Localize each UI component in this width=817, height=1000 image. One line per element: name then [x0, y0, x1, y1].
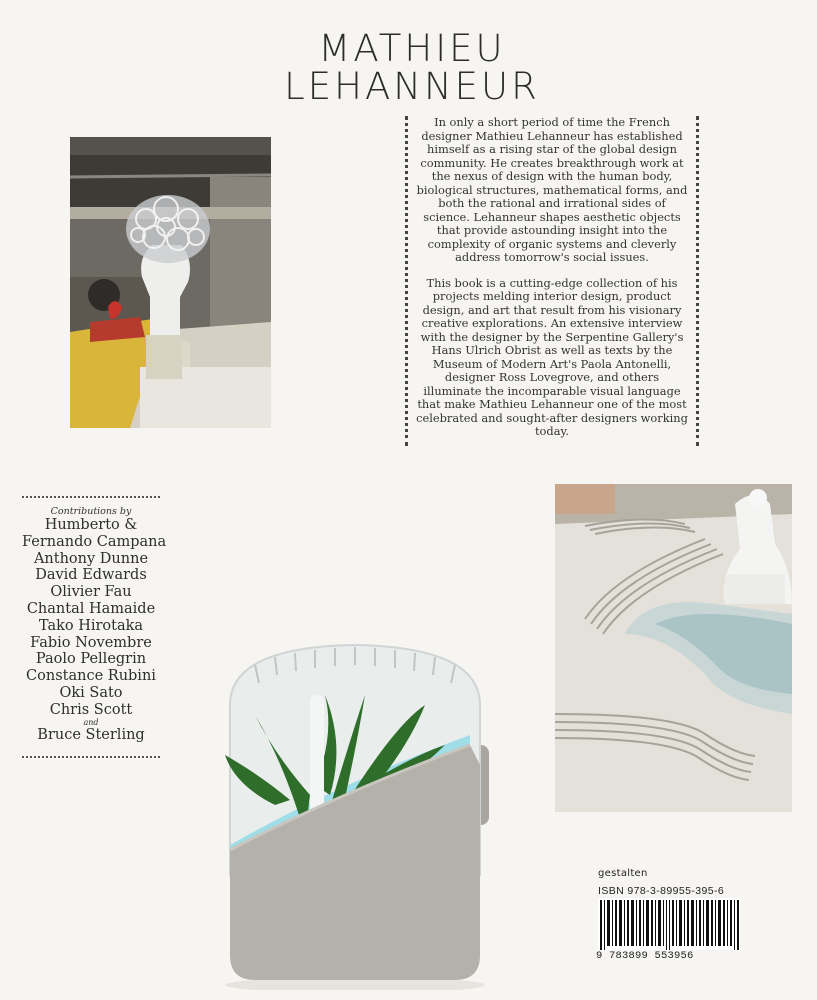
product-photo: [215, 635, 495, 990]
description-paragraph-2: This book is a cutting-edge collection of his projects melding interior design, product design, and art that result from his visionary creative explorations. An extensive interview with the designer by the Serpentine Gallery's Hans Ulrich Obrist as well as texts by the Museum of Modern Art's Paola Antonelli, designer Ross Lovegrove, and others illuminate the incomparable visual language that make Mathieu Lehanneur one of the most celebrated and sought-after designers working today.: [416, 275, 688, 438]
contributors-and: and: [83, 717, 99, 727]
contributor-name: Constance Rubini: [26, 668, 156, 685]
contributor-name: Fernando Campana: [22, 533, 167, 550]
description-paragraph-1: In only a short period of time the French designer Mathieu Lehanneur has established himself as a rising star of the global design community. He creates breakthrough work at the nexus of design with the human body, biological structures, mathematical forms, and both the rational and irrational sides of science. Lehanneur shapes aesthetic objects that provide astounding insight into the complexity of organic systems and cleverly address tomorrow's social issues.: [416, 115, 688, 264]
contributor-name: Anthony Dunne: [33, 550, 149, 567]
contributors-heading: Contributions by: [50, 506, 132, 517]
contributor-name: Tako Hirotaka: [38, 617, 144, 634]
contributor-name: David Edwards: [35, 567, 147, 584]
contributor-name: Chris Scott: [49, 701, 133, 718]
title-line-2: LEHANNEUR: [284, 65, 540, 108]
barcode-digits: 9 783899 553956: [596, 950, 744, 962]
contributor-name-last: Bruce Sterling: [37, 726, 145, 743]
contributors-box: [22, 496, 167, 758]
contributor-name: Fabio Novembre: [30, 634, 152, 651]
publisher-name: gestalten: [598, 868, 648, 879]
title-line-1: MATHIEU: [318, 27, 506, 70]
isbn-text: ISBN 978-3-89955-395-6: [598, 885, 725, 897]
contributor-name: Chantal Hamaide: [26, 600, 156, 617]
contributor-name: Humberto &: [44, 517, 138, 533]
contributor-name: Olivier Fau: [50, 584, 132, 601]
contributor-name: Paolo Pellegrin: [35, 651, 147, 668]
workshop-photo: [70, 137, 271, 428]
book-description: [405, 116, 699, 446]
book-title: [262, 27, 562, 108]
installation-photo: [555, 484, 792, 812]
contributor-name: Oki Sato: [59, 684, 123, 701]
